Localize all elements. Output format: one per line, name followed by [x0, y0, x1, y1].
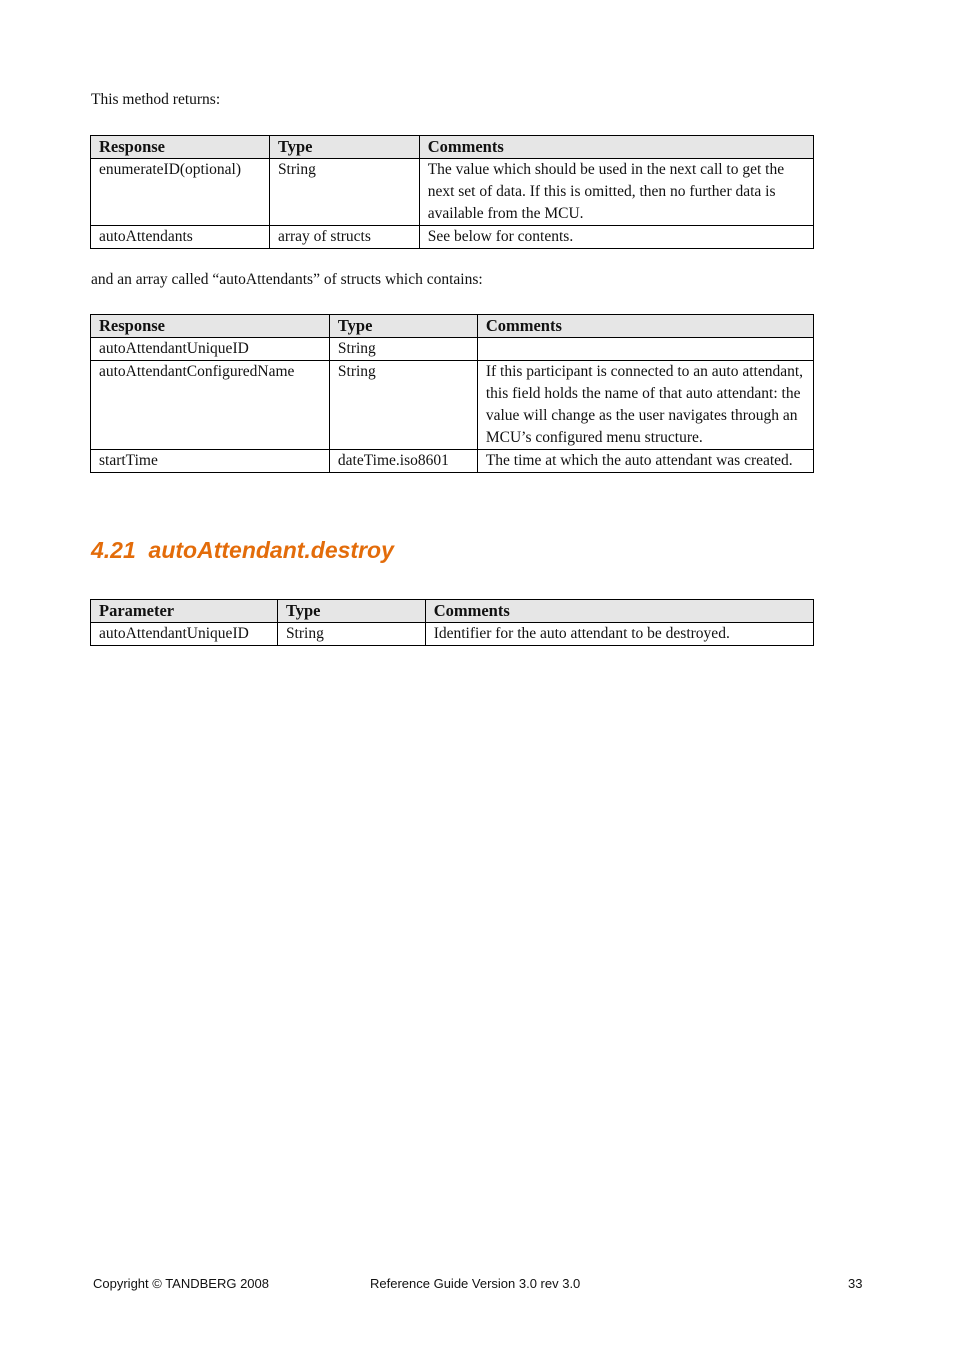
parameter-table [90, 599, 814, 646]
column-header: Comments [419, 136, 813, 159]
table-row [91, 623, 814, 646]
table-cell: The time at which the auto attendant was created. [477, 450, 813, 473]
table-cell [477, 338, 813, 361]
table-cell: String [329, 338, 477, 361]
table-cell: startTime [91, 450, 330, 473]
table-cell: String [269, 159, 419, 226]
footer-version: Reference Guide Version 3.0 rev 3.0 [370, 1276, 581, 1291]
response-table [90, 135, 814, 249]
column-header: Response [91, 315, 330, 338]
table-row [91, 361, 814, 450]
table-header-row [91, 315, 814, 338]
section-heading [91, 537, 394, 564]
column-header: Comments [425, 600, 813, 623]
table-cell: See below for contents. [419, 226, 813, 249]
table-cell: autoAttendantUniqueID [91, 623, 278, 646]
section-title: autoAttendant.destroy [148, 537, 394, 563]
column-header: Type [277, 600, 425, 623]
section-number: 4.21 [91, 537, 136, 563]
table-cell: autoAttendants [91, 226, 270, 249]
struct-table [90, 314, 814, 473]
table-cell: String [329, 361, 477, 450]
table-row [91, 159, 814, 226]
table-header-row [91, 600, 814, 623]
column-header: Comments [477, 315, 813, 338]
table-cell: Identifier for the auto attendant to be destroyed. [425, 623, 813, 646]
table-cell: dateTime.iso8601 [329, 450, 477, 473]
column-header: Response [91, 136, 270, 159]
table-cell: autoAttendantConfiguredName [91, 361, 330, 450]
intro-text: This method returns: [91, 91, 221, 108]
column-header: Type [329, 315, 477, 338]
table-row [91, 226, 814, 249]
table-cell: If this participant is connected to an auto attendant, this field holds the name of that auto attendant: the value will change as the user navigates through an MCU’s configured menu structure. [477, 361, 813, 450]
table-cell: autoAttendantUniqueID [91, 338, 330, 361]
footer-copyright: Copyright © TANDBERG 2008 [93, 1276, 270, 1291]
column-header: Type [269, 136, 419, 159]
table-row [91, 338, 814, 361]
footer-page-number: 33 [848, 1276, 863, 1291]
table-cell: The value which should be used in the next call to get the next set of data. If this is omitted, then no further data is available from the MCU. [419, 159, 813, 226]
table-cell: enumerateID(optional) [91, 159, 270, 226]
array-text: and an array called “autoAttendants” of structs which contains: [91, 271, 483, 288]
table-cell: String [277, 623, 425, 646]
table-header-row [91, 136, 814, 159]
column-header: Parameter [91, 600, 278, 623]
table-row [91, 450, 814, 473]
table-cell: array of structs [269, 226, 419, 249]
